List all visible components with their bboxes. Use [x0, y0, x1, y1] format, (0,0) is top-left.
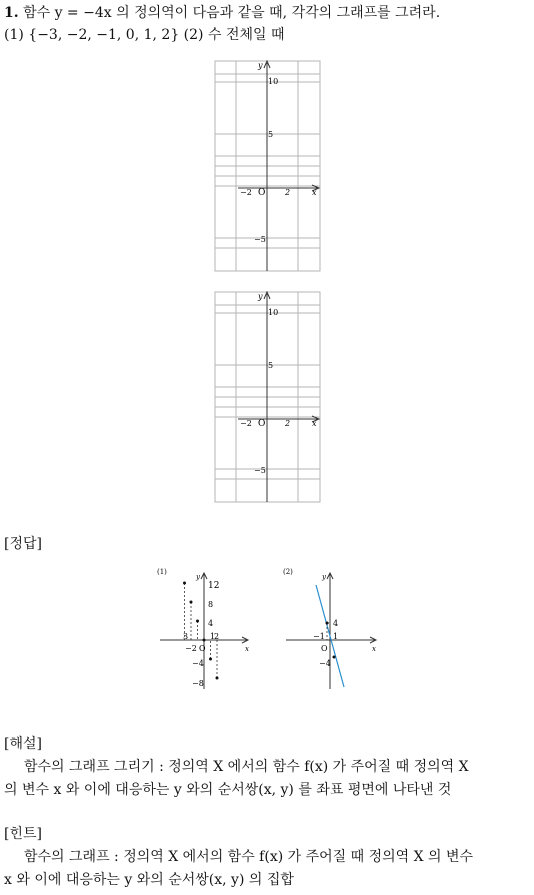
graph1-x-3: 3: [183, 632, 189, 641]
x-tick-2: 2: [285, 419, 291, 428]
graph1-point: [183, 582, 186, 585]
blank-grid-2: [214, 291, 322, 503]
graph1-x-2: 2: [214, 632, 220, 641]
explanation-line-2: 의 변수 x 와 이에 대응하는 y 와의 순서쌍(x, y) 를 좌표 평면에 나타낸 것: [4, 782, 452, 798]
graph1-point: [196, 620, 199, 623]
x-axis-label: x: [312, 419, 317, 428]
graph2-y-axis: y: [322, 573, 326, 581]
y-tick-5: 5: [268, 130, 274, 139]
question-text: [4, 2, 440, 22]
graph1-point: [203, 639, 206, 642]
graph1-y-12: 12: [208, 581, 220, 591]
graph1-y-axis: y: [196, 573, 200, 581]
origin-label: O: [258, 419, 266, 429]
graph1-point: [216, 677, 219, 680]
origin-label: O: [258, 188, 266, 198]
answer-graph-1: [155, 565, 255, 691]
y-tick-neg5: −5: [254, 466, 266, 475]
y-tick-10: 10: [268, 77, 279, 86]
graph1-y-8: 8: [208, 600, 214, 609]
question-body: 함수 y = −4x 의 정의역이 다음과 같을 때, 각각의 그래프를 그려라.: [23, 5, 441, 21]
explanation-line-1: 함수의 그래프 그리기 : 정의역 X 에서의 함수 f(x) 가 주어질 때 정의역 X: [24, 759, 469, 775]
graph1-origin: O: [199, 644, 206, 653]
x-tick-neg2: −2: [240, 419, 252, 428]
graph2-x-neg1: −1: [313, 632, 325, 641]
answer-header: [정답]: [4, 536, 42, 552]
question-sub-items: (1) {−3, −2, −1, 0, 1, 2} (2) 수 전체일 때: [4, 27, 285, 43]
graph2-x-1: 1: [333, 632, 339, 641]
graph2-y-4: 4: [333, 619, 339, 628]
y-tick-neg5: −5: [254, 235, 266, 244]
explanation-header: [해설]: [4, 736, 42, 752]
y-tick-10: 10: [268, 308, 279, 317]
graph1-x-axis: x: [245, 645, 249, 653]
graph2-label: (2): [283, 568, 293, 576]
graph2-point: [326, 622, 329, 625]
y-axis-label: y: [258, 292, 263, 301]
y-tick-5: 5: [268, 361, 274, 370]
graph2-point: [333, 656, 336, 659]
x-tick-2: 2: [285, 188, 291, 197]
graph1-x-neg2: −2: [185, 644, 197, 653]
x-axis-label: x: [312, 188, 317, 197]
x-tick-neg2: −2: [240, 188, 252, 197]
graph2-x-axis: x: [372, 645, 376, 653]
graph1-label: (1): [157, 568, 167, 576]
graph2-origin: O: [321, 644, 328, 653]
graph1-y-4: 4: [208, 619, 214, 628]
graph1-x-1: 1: [210, 632, 216, 641]
graph2-y-neg4: −4: [319, 659, 331, 668]
hint-line-1: 함수의 그래프 : 정의역 X 에서의 함수 f(x) 가 주어질 때 정의역 X 의 변수: [24, 849, 474, 865]
y-axis-label: y: [258, 61, 263, 70]
blank-grid-1: [214, 60, 322, 272]
answer-graph-2: [283, 565, 383, 691]
question-number: 1.: [4, 5, 19, 21]
graph1-point: [190, 601, 193, 604]
graph1-y-neg8: −8: [192, 679, 204, 688]
hint-header: [힌트]: [4, 826, 42, 842]
hint-line-2: x 와 이에 대응하는 y 와의 순서쌍(x, y) 의 집합: [4, 872, 294, 888]
graph1-y-neg4: −4: [192, 659, 204, 668]
graph1-point: [209, 658, 212, 661]
